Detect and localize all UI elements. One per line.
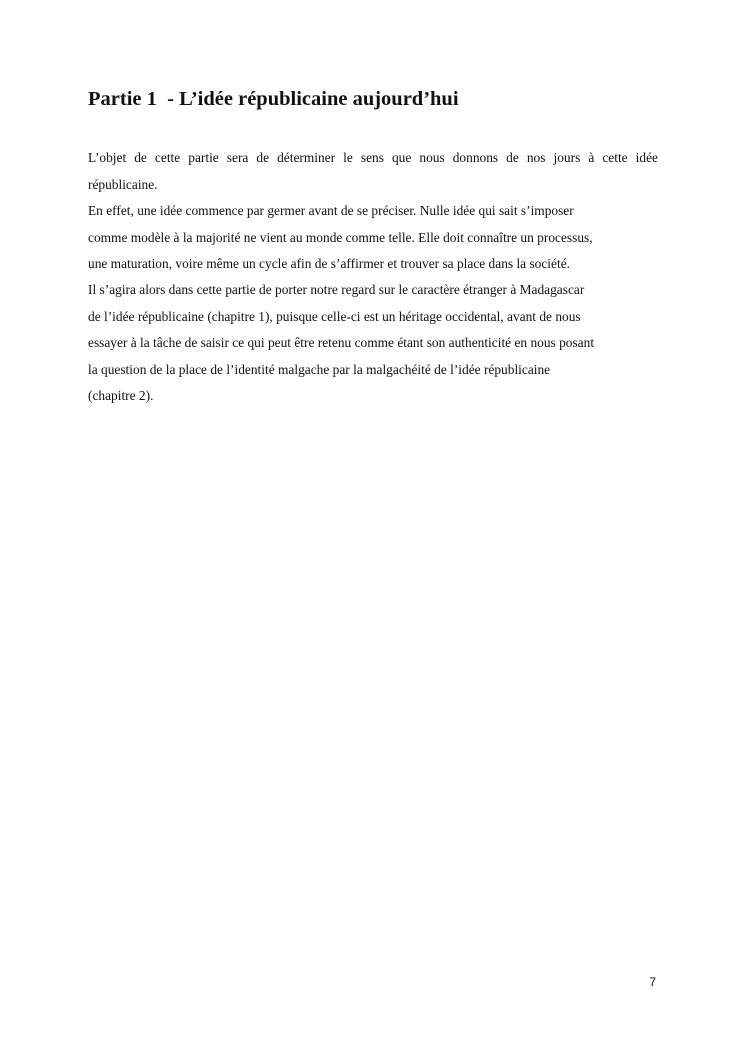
paragraph-line: L’objet de cette partie sera de déterminer le sens que nous donnons de nos jours à cette idée	[88, 150, 658, 165]
paragraph-line: Il s’agira alors dans cette partie de porter notre regard sur le caractère étranger à Madagascar	[88, 282, 585, 297]
paragraph-1	[88, 145, 658, 198]
paragraph-line: comme modèle à la majorité ne vient au monde comme telle. Elle doit connaître un processus,	[88, 229, 593, 245]
page-number: 7	[649, 975, 656, 989]
paragraph-line: (chapitre 2).	[88, 388, 154, 403]
paragraph-line: la question de la place de l’identité malgache par la malgachéité de l’idée républicaine	[88, 361, 551, 377]
paragraph-line: républicaine.	[88, 176, 158, 192]
paragraph-3	[88, 277, 658, 410]
section-heading: Partie 1 - L’idée républicaine aujourd’hui	[88, 88, 459, 110]
paragraph-line: En effet, une idée commence par germer avant de se préciser. Nulle idée qui sait s’imposer	[88, 203, 574, 218]
paragraph-2	[88, 198, 658, 278]
paragraph-line: une maturation, voire même un cycle afin de s’affirmer et trouver sa place dans la société.	[88, 256, 570, 271]
paragraph-line: de l’idée républicaine (chapitre 1), puisque celle-ci est un héritage occidental, avant de nous	[88, 308, 581, 324]
paragraph-line: essayer à la tâche de saisir ce qui peut être retenu comme étant son authenticité en nous posant	[88, 335, 595, 350]
